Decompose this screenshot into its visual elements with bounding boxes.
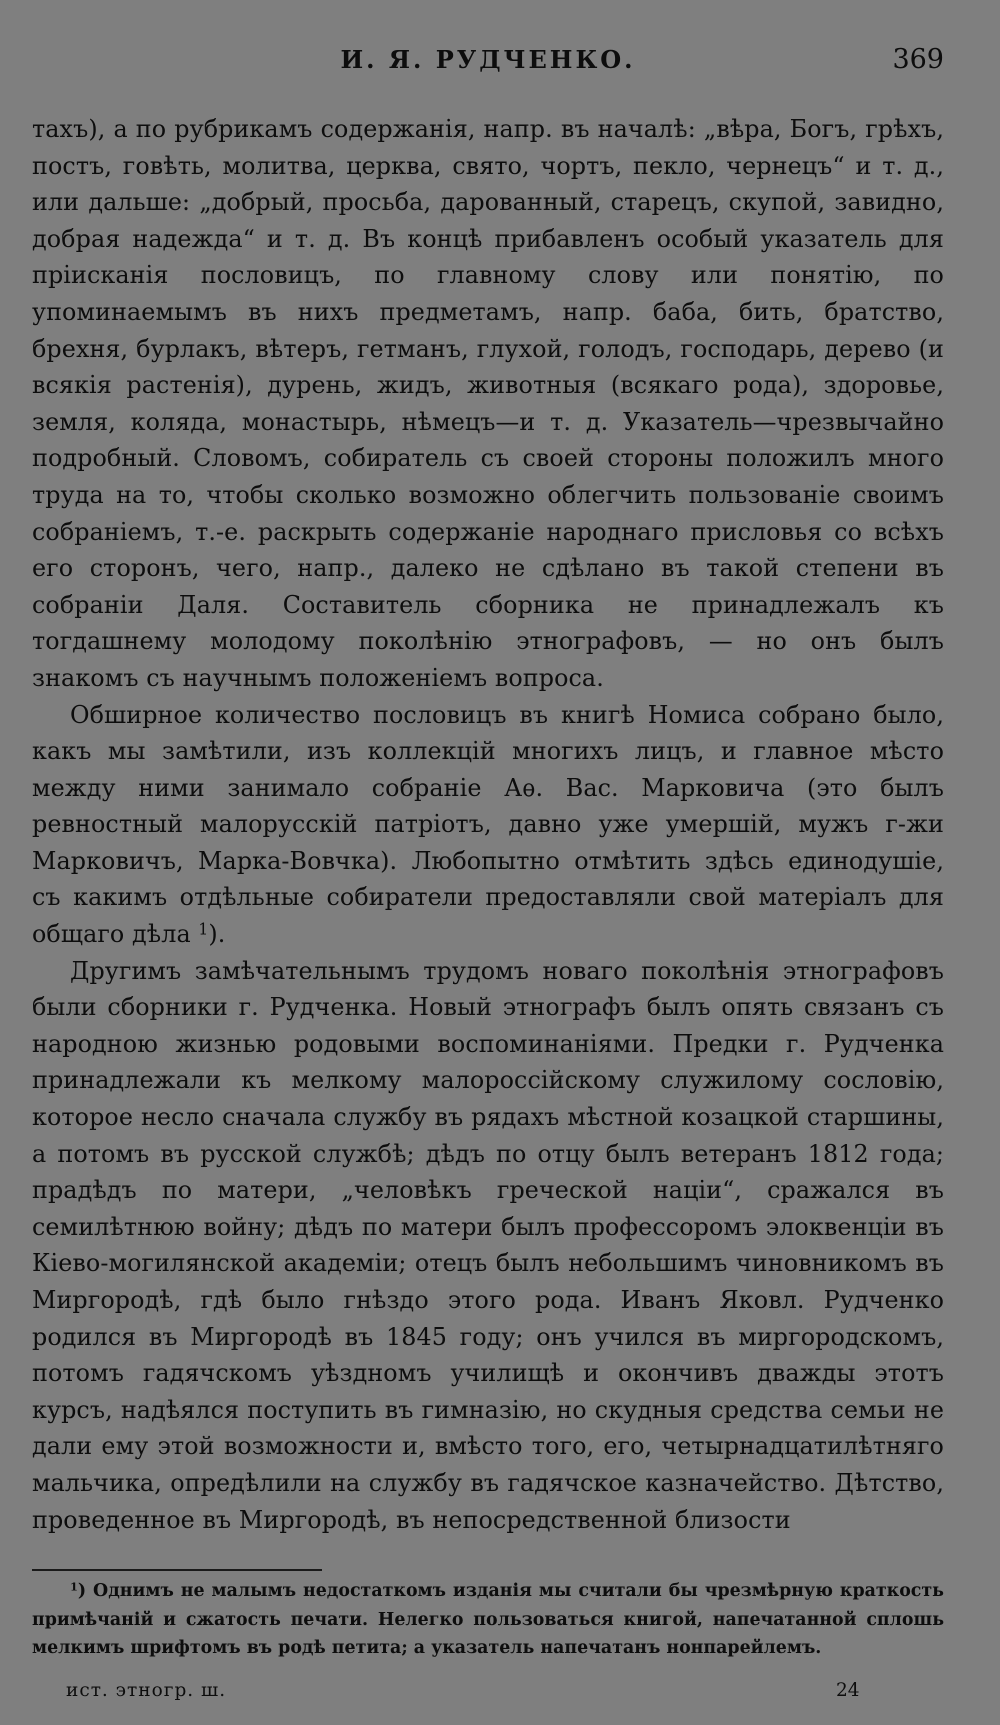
paragraph-2 (32, 697, 944, 953)
running-title: И. Я. РУДЧЕНКО. (340, 45, 636, 74)
signature-mark: ист. этногр. ш. (66, 1680, 227, 1701)
footnote-marker: 1 (70, 1579, 78, 1594)
footnote: $^1$) Однимъ не малымъ недостаткомъ изданія мы считали бы чрезмѣрную краткость примѣчаній и сжатость печати. Нелегко пользоваться книгой, напечатанной сплошь мелкимъ шрифтомъ въ родѣ петита; а указатель напечатанъ нонпарейлемъ. (32, 1579, 944, 1658)
signature-number: 24 (836, 1680, 860, 1701)
page-number: 369 (892, 44, 944, 75)
footnote-reference-close: ). (208, 920, 226, 949)
paragraph-1: тахъ), а по рубрикамъ содержанія, напр. въ началѣ: „вѣра, Богъ, грѣхъ, постъ, говѣть, молитва, церква, свято, чортъ, пекло, чернецъ“ и т. д., или дальше: „добрый, просьба, дарованный, старецъ, скупой, завидно, добрая надежда“ и т. д. Въ концѣ прибавленъ особый указатель для прiисканія пословицъ, по главному слову или понятію, по упоминаемымъ въ нихъ предметамъ, напр. баба, бить, братство, брехня, бурлакъ, вѣтеръ, гетманъ, глухой, голодъ, господарь, дерево (и всякія растенія), дурень, жидъ, животныя (всякаго рода), здоровье, земля, коляда, монастырь, нѣмецъ—и т. д. Указатель—чрезвычайно подробный. Словомъ, собиратель съ своей стороны положилъ много труда на то, чтобы сколько возможно облегчить пользованіе своимъ собраніемъ, т.-е. раскрыть содержаніе народнаго присловья со всѣхъ его сторонъ, чего, напр., далеко не сдѣлано въ такой степени въ собраніи Даля. Составитель сборника не принадлежалъ къ тогдашнему молодому поколѣнію этнографовъ, — но онъ былъ знакомъ съ научнымъ положеніемъ вопроса. (32, 115, 944, 692)
footnote-reference: 1 (198, 920, 209, 939)
signature-line (32, 1676, 944, 1706)
paragraph-3: Другимъ замѣчательнымъ трудомъ новаго поколѣнія этнографовъ были сборники г. Рудченка. Новый этнографъ былъ опять связанъ съ народною жизнью родовыми воспоминаніями. Предки г. Рудченка принадлежали къ мелкому малороссійскому служилому сословію, которое несло сначала службу въ рядахъ мѣстной козацкой старшины, а потомъ въ русской службѣ; дѣдъ по отцу былъ ветеранъ 1812 года; прадѣдъ по матери, „человѣкъ греческой націи“, сражался въ семилѣтнюю войну; дѣдъ по матери былъ профессоромъ элоквенціи въ Кіево-могилянской академіи; отецъ былъ небольшимъ чиновникомъ въ Миргородѣ, гдѣ было гнѣздо этого рода. Иванъ Яковл. Рудченко родился въ Миргородѣ въ 1845 году; онъ учился въ миргородскомъ, потомъ гадячскомъ уѣздномъ училищѣ и окончивъ дважды этотъ курсъ, надѣялся поступить въ гимназію, но скудныя средства семьи не дали ему этой возможности и, вмѣсто того, его, четырнадцатилѣтняго мальчика, опредѣлили на службу въ гадячское казначейство. Дѣтство, проведенное въ Миргородѣ, въ непосредственной близости (32, 956, 944, 1534)
paragraph-2-text: Обширное количество пословицъ въ книгѣ Номиса собрано было, какъ мы замѣтили, изъ коллекцій многихъ лицъ, и главное мѣсто между ними занимало собраніе Аѳ. Вас. Марковича (это былъ ревностный малорусскій патріотъ, давно уже умершій, мужъ г-жи Марковичъ, Марка-Вовчка). Любопытно отмѣтить здѣсь единодушіе, съ какимъ отдѣльные собиратели предоставляли свой матеріалъ для общаго дѣла (32, 700, 944, 949)
footnote-rule (32, 1569, 322, 1571)
book-page (32, 0, 944, 1725)
footnote-text: Однимъ не малымъ недостаткомъ изданія мы считали бы чрезмѣрную краткость примѣчаній и сжатость печати. Нелегко пользоваться книгой, напечатанной сплошь мелкимъ шрифтомъ въ родѣ петита; а указатель напечатанъ нонпарейлемъ. (32, 1581, 944, 1658)
body-text (32, 111, 944, 1538)
running-head (32, 40, 944, 80)
